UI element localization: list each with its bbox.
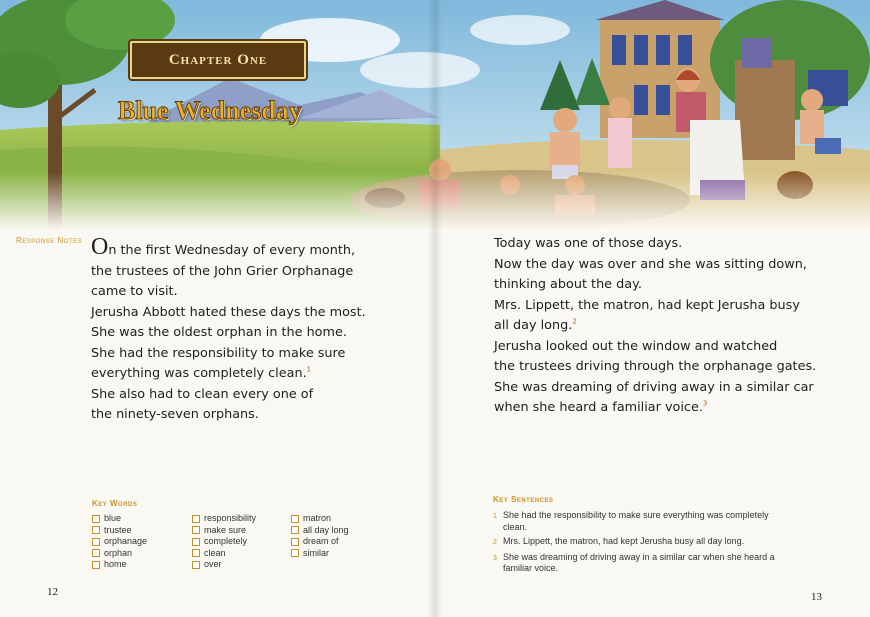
checkbox-icon[interactable] <box>291 526 299 534</box>
checkbox-icon[interactable] <box>192 515 200 523</box>
checkbox-icon[interactable] <box>92 526 100 534</box>
text-line: Jerusha Abbott hated these days the most. <box>91 304 366 320</box>
text-line: On the first Wednesday of every month, <box>91 234 356 260</box>
key-word-item[interactable]: home <box>92 559 147 571</box>
footnote-marker: 2 <box>572 317 577 326</box>
key-word-item[interactable]: similar <box>291 548 349 560</box>
text-line: all day long.$^2$ <box>494 317 577 333</box>
key-word-item[interactable]: responsibility <box>192 513 256 525</box>
chapter-badge <box>130 41 306 79</box>
text-line: Today was one of those days. <box>494 236 683 251</box>
checkbox-icon[interactable] <box>92 538 100 546</box>
key-sentence-item: 3 She was dreaming of driving away in a similar car when she heard a familiar voice. <box>493 551 775 573</box>
key-word-item[interactable]: completely <box>192 536 256 548</box>
text-line: the trustees of the John Grier Orphanage <box>91 263 354 279</box>
text-line: She also had to clean every one of <box>91 386 314 402</box>
text-line: the ninety-seven orphans. <box>91 407 259 422</box>
key-word-item[interactable]: over <box>192 559 256 571</box>
chapter-title: Blue Wednesday <box>118 96 302 125</box>
key-sentence-item: 2 Mrs. Lippett, the matron, had kept Jerusha busy all day long. <box>493 536 745 546</box>
key-words-column-2 <box>192 513 256 571</box>
text-line: She was dreaming of driving away in a similar car <box>494 379 814 395</box>
key-sentence-item: 1 She had the responsibility to make sure everything was completely clean. <box>493 510 769 532</box>
checkbox-icon[interactable] <box>92 561 100 569</box>
page-number-right: 13 <box>811 591 822 603</box>
checkbox-icon[interactable] <box>192 538 200 546</box>
footnote-marker: 3 <box>702 399 708 408</box>
key-sentences-list <box>493 510 793 578</box>
text-line: Mrs. Lippett, the matron, had kept Jerusha busy <box>494 297 800 313</box>
checkbox-icon[interactable] <box>291 549 299 557</box>
key-word-item[interactable]: trustee <box>92 525 147 537</box>
key-word-item[interactable]: make sure <box>192 525 256 537</box>
text-line: Jerusha looked out the window and watched <box>494 338 778 354</box>
key-word-item[interactable]: orphanage <box>92 536 147 548</box>
text-line: Now the day was over and she was sitting down, <box>494 256 807 272</box>
page-number-left: 12 <box>47 586 58 598</box>
drop-cap: O <box>91 234 109 260</box>
checkbox-icon[interactable] <box>291 538 299 546</box>
key-words-column-3 <box>291 513 349 559</box>
key-words-title: Key Words <box>92 499 138 508</box>
text-line: came to visit. <box>91 284 178 299</box>
key-word-item[interactable]: dream of <box>291 536 349 548</box>
key-word-item[interactable]: blue <box>92 513 147 525</box>
key-sentences-title: Key Sentences <box>493 495 554 504</box>
checkbox-icon[interactable] <box>192 526 200 534</box>
text-line: thinking about the day. <box>494 277 642 292</box>
key-word-item[interactable]: all day long <box>291 525 349 537</box>
text-line: when she heard a familiar voice.$^3$ <box>494 399 708 415</box>
key-word-item[interactable]: clean <box>192 548 256 560</box>
response-notes-label: Response Notes <box>16 236 83 245</box>
checkbox-icon[interactable] <box>92 515 100 523</box>
left-body-text <box>91 234 366 426</box>
checkbox-icon[interactable] <box>192 561 200 569</box>
right-body-text <box>494 234 816 419</box>
chapter-label: Chapter One <box>168 51 268 68</box>
text-line: everything was completely clean.$^1$ <box>91 365 312 381</box>
text-line: the trustees driving through the orphanage gates. <box>494 359 817 374</box>
text-line: She had the responsibility to make sure <box>91 345 346 361</box>
footnote-marker: 1 <box>306 365 312 374</box>
text-line: She was the oldest orphan in the home. <box>91 325 347 340</box>
checkbox-icon[interactable] <box>291 515 299 523</box>
key-words-column-1 <box>92 513 147 571</box>
key-word-item[interactable]: orphan <box>92 548 147 560</box>
checkbox-icon[interactable] <box>192 549 200 557</box>
checkbox-icon[interactable] <box>92 549 100 557</box>
key-word-item[interactable]: matron <box>291 513 349 525</box>
